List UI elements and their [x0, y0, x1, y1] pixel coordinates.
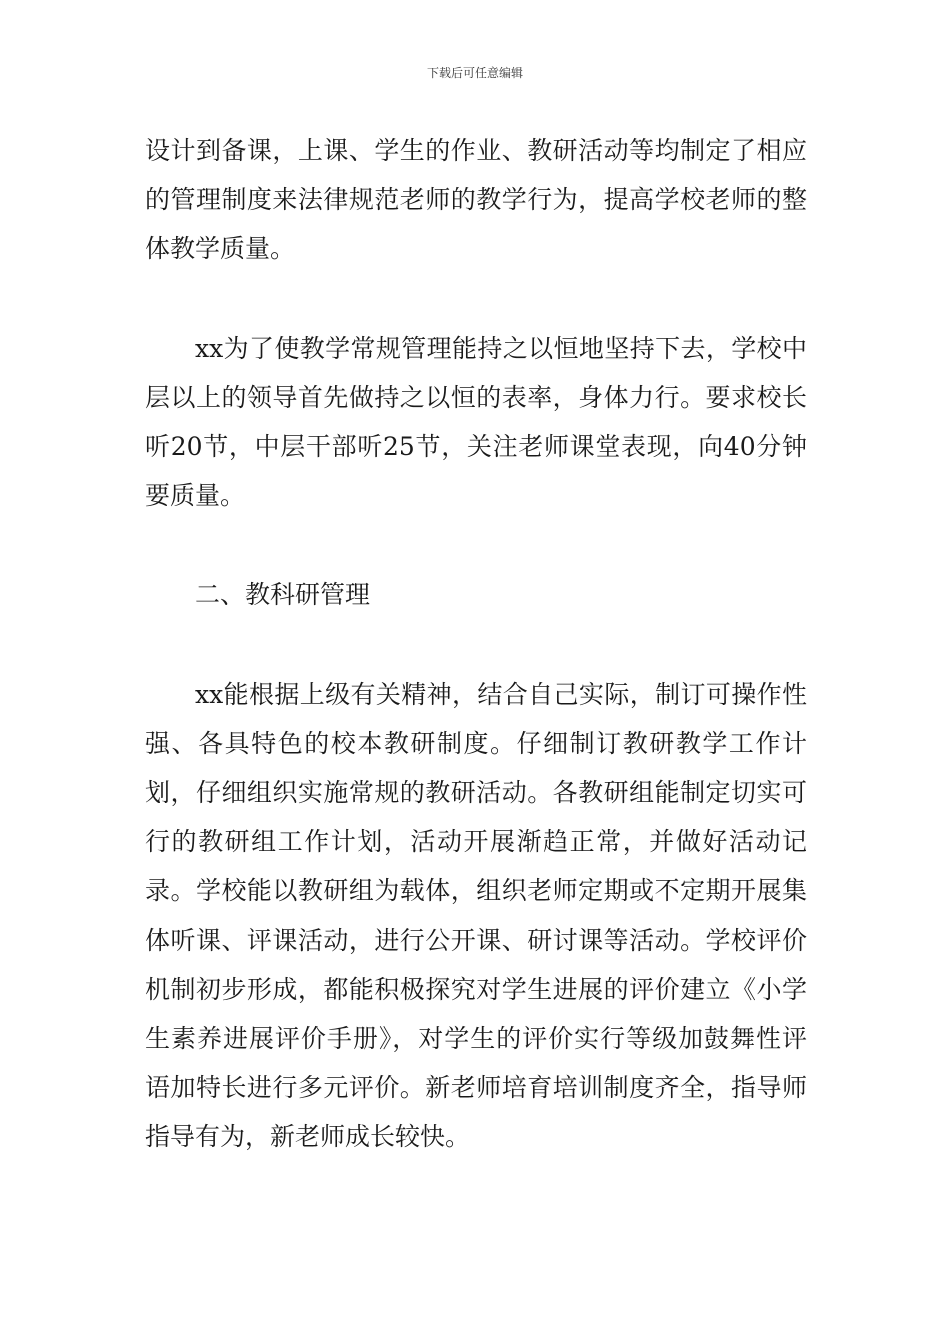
paragraph-gap	[145, 274, 807, 324]
paragraph-continuation: 设计到备课，上课、学生的作业、教研活动等均制定了相应的管理制度来法律规范老师的教学行为，提高学校老师的整体教学质量。	[145, 136, 807, 264]
paragraph-gap	[145, 620, 807, 670]
section-heading: 二、教科研管理	[195, 580, 371, 610]
paragraph-gap	[145, 520, 807, 570]
page-header: 下载后可任意编辑	[426, 66, 523, 80]
document-body	[145, 126, 807, 1162]
paragraph-research-management: xx能根据上级有关精神，结合自己实际，制订可操作性强、各具特色的校本教研制度。仔细制订教研教学工作计划，仔细组织实施常规的教研活动。各教研组能制定切实可行的教研组工作计划，活动开展渐趋正常，并做好活动记录。学校能以教研组为载体，组织老师定期或不定期开展集体听课、评课活动，进行公开课、研讨课等活动。学校评价机制初步形成，都能积极探究对学生进展的评价建立《小学生素养进展评价手册》，对学生的评价实行等级加鼓舞性评语加特长进行多元评价。新老师培育培训制度齐全，指导师指导有为，新老师成长较快。	[145, 679, 807, 1152]
paragraph-teaching-routine: xx为了使教学常规管理能持之以恒地坚持下去，学校中层以上的领导首先做持之以恒的表率，身体力行。要求校长听20节，中层干部听25节，关注老师课堂表现，向40分钟要质量。	[145, 333, 807, 511]
